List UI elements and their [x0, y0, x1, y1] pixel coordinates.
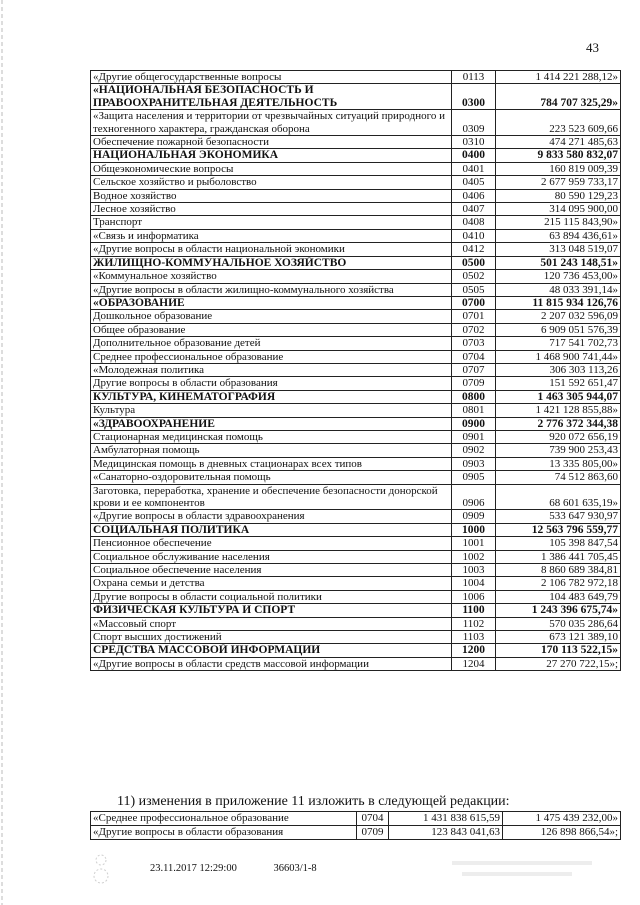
table-row: [91, 812, 621, 826]
row-name: Социальное обеспечение населения: [91, 564, 452, 577]
row-sum: 8 860 689 384,81: [496, 564, 621, 577]
row-name: «Другие общегосударственные вопросы: [91, 71, 452, 84]
row-name: НАЦИОНАЛЬНАЯ ЭКОНОМИКА: [91, 149, 452, 162]
row-code: 0405: [452, 176, 496, 189]
row-sum: 570 035 286,64: [496, 617, 621, 630]
row-name: Дошкольное образование: [91, 310, 452, 323]
table-row: [91, 136, 621, 149]
row-sum: 673 121 389,10: [496, 631, 621, 644]
footer: [150, 863, 317, 874]
row-sum: 739 900 253,43: [496, 444, 621, 457]
row-code: 0903: [452, 457, 496, 470]
row-sum: 533 647 930,97: [496, 510, 621, 523]
row-name: Другие вопросы в области образования: [91, 377, 452, 390]
table-row: [91, 564, 621, 577]
appendix-intro-text: 11) изменения в приложение 11 изложить в следующей редакции:: [117, 794, 510, 809]
row-code: 0902: [452, 444, 496, 457]
table-row: [91, 283, 621, 296]
table-row: [91, 256, 621, 269]
table-row: [91, 216, 621, 229]
row-name: Обеспечение пожарной безопасности: [91, 136, 452, 149]
row-name: Охрана семьи и детства: [91, 577, 452, 590]
row-sum: 104 483 649,79: [496, 590, 621, 603]
row-name: Медицинская помощь в дневных стационарах всех типов: [91, 457, 452, 470]
row-code: 0909: [452, 510, 496, 523]
row-code: 1200: [452, 644, 496, 657]
table-row: [91, 604, 621, 617]
row-name: Общее образование: [91, 323, 452, 336]
row-code: 1100: [452, 604, 496, 617]
row-code: 0408: [452, 216, 496, 229]
row-code: 0900: [452, 417, 496, 430]
row-code: 1006: [452, 590, 496, 603]
row-code: 0505: [452, 283, 496, 296]
row-sum: 170 113 522,15»: [496, 644, 621, 657]
row-code: 0906: [452, 484, 496, 510]
row-name: Водное хозяйство: [91, 189, 452, 202]
row-name: «ЗДРАВООХРАНЕНИЕ: [91, 417, 452, 430]
row-sum: 2 106 782 972,18: [496, 577, 621, 590]
row-sum: 6 909 051 576,39: [496, 323, 621, 336]
table-row: [91, 590, 621, 603]
appendix-11-table: [90, 811, 621, 840]
table-row: [91, 826, 621, 840]
table-row: [91, 537, 621, 550]
table-row: [91, 457, 621, 470]
row-sum: 13 335 805,00»: [496, 457, 621, 470]
row-sum: 920 072 656,19: [496, 430, 621, 443]
row-sum: 501 243 148,51»: [496, 256, 621, 269]
table-row: [91, 84, 621, 110]
row-name: «ОБРАЗОВАНИЕ: [91, 296, 452, 309]
row-name: Лесное хозяйство: [91, 203, 452, 216]
row-sum: 68 601 635,19»: [496, 484, 621, 510]
row-sum: 474 271 485,63: [496, 136, 621, 149]
row-name: ФИЗИЧЕСКАЯ КУЛЬТУРА И СПОРТ: [91, 604, 452, 617]
row-sum: 2 677 959 733,17: [496, 176, 621, 189]
row-code: 1103: [452, 631, 496, 644]
row-code: 0500: [452, 256, 496, 269]
table-row: [91, 363, 621, 376]
row-name: Транспорт: [91, 216, 452, 229]
row-name: Пенсионное обеспечение: [91, 537, 452, 550]
row-sum: 717 541 702,73: [496, 337, 621, 350]
table-row: [91, 323, 621, 336]
row-name: «Другие вопросы в области средств массовой информации: [91, 657, 452, 670]
row-sum: 1 243 396 675,74»: [496, 604, 621, 617]
row-sum: 151 592 651,47: [496, 377, 621, 390]
row-name: «Другие вопросы в области образования: [91, 826, 357, 840]
footer-datetime: 23.11.2017 12:29:00: [150, 863, 237, 874]
row-name: «НАЦИОНАЛЬНАЯ БЕЗОПАСНОСТЬ И ПРАВООХРАНИТЕЛЬНАЯ ДЕЯТЕЛЬНОСТЬ: [91, 84, 452, 110]
row-sum: 1 463 305 944,07: [496, 390, 621, 403]
row-name: Другие вопросы в области социальной политики: [91, 590, 452, 603]
row-name: «Другие вопросы в области здравоохранения: [91, 510, 452, 523]
row-code: 1001: [452, 537, 496, 550]
row-code: 0701: [452, 310, 496, 323]
table-row: [91, 176, 621, 189]
table-row: [91, 523, 621, 536]
row-sum: 1 421 128 855,88»: [496, 404, 621, 417]
table-row: [91, 644, 621, 657]
table-row: [91, 404, 621, 417]
row-code: 1204: [452, 657, 496, 670]
row-sum: 9 833 580 832,07: [496, 149, 621, 162]
page-number: 43: [586, 40, 599, 55]
row-name: «Защита населения и территории от чрезвычайных ситуаций природного и техногенного характера, гражданская оборона: [91, 110, 452, 136]
row-sum: 306 303 113,26: [496, 363, 621, 376]
row-sum: 1 414 221 288,12»: [496, 71, 621, 84]
row-sum: 80 590 129,23: [496, 189, 621, 202]
row-name: Спорт высших достижений: [91, 631, 452, 644]
row-code: 0703: [452, 337, 496, 350]
table-row: [91, 484, 621, 510]
table-row: [91, 71, 621, 84]
row-name: ЖИЛИЩНО-КОММУНАЛЬНОЕ ХОЗЯЙСТВО: [91, 256, 452, 269]
table-row: [91, 162, 621, 175]
row-name: «Санаторно-оздоровительная помощь: [91, 471, 452, 484]
table-row: [91, 550, 621, 563]
row-name: СРЕДСТВА МАССОВОЙ ИНФОРМАЦИИ: [91, 644, 452, 657]
stamp-mark-icon: [88, 852, 114, 886]
row-code: 0401: [452, 162, 496, 175]
row-code: 0406: [452, 189, 496, 202]
table-row: [91, 390, 621, 403]
appendix-11-table-body: [91, 812, 621, 840]
row-sum-1: 1 431 838 615,59: [389, 812, 503, 826]
row-name: «Коммунальное хозяйство: [91, 270, 452, 283]
row-code: 0309: [452, 110, 496, 136]
row-sum: 223 523 609,66: [496, 110, 621, 136]
scan-edge-icon: [0, 0, 6, 905]
row-sum-1: 123 843 041,63: [389, 826, 503, 840]
table-row: [91, 617, 621, 630]
row-code: 0901: [452, 430, 496, 443]
row-code: 0709: [452, 377, 496, 390]
row-name: Стационарная медицинская помощь: [91, 430, 452, 443]
table-row: [91, 510, 621, 523]
row-code: 1002: [452, 550, 496, 563]
row-code: 1000: [452, 523, 496, 536]
row-sum: 2 207 032 596,09: [496, 310, 621, 323]
row-sum: 12 563 796 559,77: [496, 523, 621, 536]
row-code: 0113: [452, 71, 496, 84]
row-code: 0300: [452, 84, 496, 110]
row-code: 0709: [357, 826, 389, 840]
row-name: «Среднее профессиональное образование: [91, 812, 357, 826]
row-code: 0407: [452, 203, 496, 216]
row-name: Социальное обслуживание населения: [91, 550, 452, 563]
table-row: [91, 189, 621, 202]
row-code: 1102: [452, 617, 496, 630]
row-sum-2: 126 898 866,54»;: [503, 826, 621, 840]
table-row: [91, 444, 621, 457]
table-row: [91, 657, 621, 670]
row-name: Амбулаторная помощь: [91, 444, 452, 457]
table-row: [91, 471, 621, 484]
table-row: [91, 310, 621, 323]
row-name: «Связь и информатика: [91, 229, 452, 242]
row-code: 0702: [452, 323, 496, 336]
row-code: 0905: [452, 471, 496, 484]
row-sum: 120 736 453,00»: [496, 270, 621, 283]
table-row: [91, 229, 621, 242]
row-name: «Молодежная политика: [91, 363, 452, 376]
table-row: [91, 350, 621, 363]
row-name: КУЛЬТУРА, КИНЕМАТОГРАФИЯ: [91, 390, 452, 403]
row-code: 0412: [452, 243, 496, 256]
row-sum: 48 033 391,14»: [496, 283, 621, 296]
row-sum: 105 398 847,54: [496, 537, 621, 550]
row-code: 0400: [452, 149, 496, 162]
row-sum: 784 707 325,29»: [496, 84, 621, 110]
row-sum: 1 386 441 705,45: [496, 550, 621, 563]
table-row: [91, 243, 621, 256]
row-name: Общеэкономические вопросы: [91, 162, 452, 175]
row-name: Сельское хозяйство и рыболовство: [91, 176, 452, 189]
row-code: 0800: [452, 390, 496, 403]
row-code: 0704: [452, 350, 496, 363]
row-code: 0707: [452, 363, 496, 376]
row-code: 0700: [452, 296, 496, 309]
row-code: 0704: [357, 812, 389, 826]
row-code: 0410: [452, 229, 496, 242]
table-row: [91, 631, 621, 644]
watermark-icon: [452, 858, 592, 880]
row-sum: 2 776 372 344,38: [496, 417, 621, 430]
table-row: [91, 270, 621, 283]
row-name: СОЦИАЛЬНАЯ ПОЛИТИКА: [91, 523, 452, 536]
row-code: 1003: [452, 564, 496, 577]
table-row: [91, 296, 621, 309]
row-code: 0502: [452, 270, 496, 283]
row-name: «Другие вопросы в области национальной экономики: [91, 243, 452, 256]
row-sum-2: 1 475 439 232,00»: [503, 812, 621, 826]
row-code: 0310: [452, 136, 496, 149]
row-sum: 63 894 436,61»: [496, 229, 621, 242]
footer-doc-number: 36603/1-8: [273, 863, 317, 874]
row-sum: 314 095 900,00: [496, 203, 621, 216]
row-sum: 11 815 934 126,76: [496, 296, 621, 309]
table-row: [91, 337, 621, 350]
table-row: [91, 149, 621, 162]
row-sum: 74 512 863,60: [496, 471, 621, 484]
budget-table: [90, 70, 621, 671]
table-row: [91, 110, 621, 136]
table-row: [91, 203, 621, 216]
row-name: Заготовка, переработка, хранение и обеспечение безопасности донорской крови и ее компонентов: [91, 484, 452, 510]
row-code: 1004: [452, 577, 496, 590]
row-name: «Другие вопросы в области жилищно-коммунального хозяйства: [91, 283, 452, 296]
row-sum: 313 048 519,07: [496, 243, 621, 256]
row-name: Дополнительное образование детей: [91, 337, 452, 350]
table-row: [91, 377, 621, 390]
row-code: 0801: [452, 404, 496, 417]
row-name: Культура: [91, 404, 452, 417]
row-name: Среднее профессиональное образование: [91, 350, 452, 363]
budget-table-body: [91, 71, 621, 671]
table-row: [91, 430, 621, 443]
table-row: [91, 417, 621, 430]
table-row: [91, 577, 621, 590]
row-sum: 27 270 722,15»;: [496, 657, 621, 670]
row-name: «Массовый спорт: [91, 617, 452, 630]
row-sum: 160 819 009,39: [496, 162, 621, 175]
row-sum: 1 468 900 741,44»: [496, 350, 621, 363]
row-sum: 215 115 843,90»: [496, 216, 621, 229]
